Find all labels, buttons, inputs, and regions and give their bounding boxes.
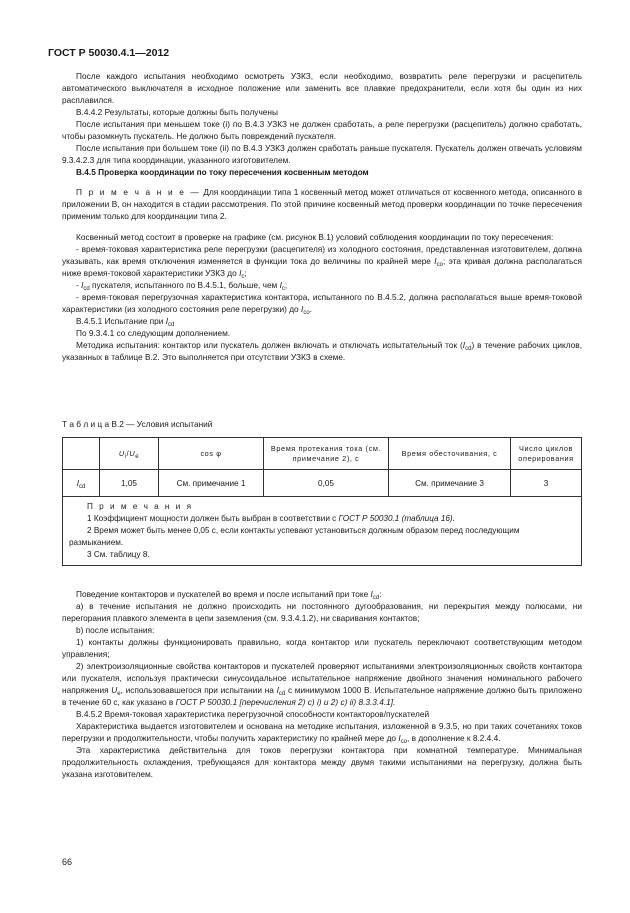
symbol-co-sub: co [400, 739, 408, 745]
symbol-u: U [118, 448, 125, 458]
symbol-icd: I [276, 685, 279, 695]
header-ratio: $U_i/U_e$ [100, 438, 159, 470]
page-number: 66 [62, 857, 73, 867]
test-method-paragraph [62, 339, 582, 363]
intro-block [62, 70, 582, 363]
note-2: 2 Время может быть менее 0,05 с, если контакты успевают установиться должным образом перед последующим размыканием. [69, 526, 520, 547]
section-heading-b45: В.4.5 Проверка координации по току пересечения косвенным методом [76, 167, 369, 177]
symbol-icd-sub: cd [372, 595, 380, 601]
lower-current-paragraph: После испытания при меньшем токе (i) по В.4.3 УЗКЗ не должен сработать, а реле перегрузки (расцепитель) должно сработать, чтобы разомкнуть пускатель. Не должно быть повреждений пускателя. [62, 119, 582, 141]
b2-text-a: 2) электроизоляционные свойства контакторов и пускателей проверяют испытаниями электроизоляционных свойств контактора или пускателя, используя практически синусоидальное испытательное напряжение двойного значения номинального рабочего напряжения [62, 661, 582, 695]
test-conditions-table [62, 437, 582, 566]
header-dead-time: Время обесточивания, с [389, 438, 511, 470]
symbol-icd-sub: cd [83, 286, 90, 292]
notes-label: П р и м е ч а н и я [87, 502, 194, 511]
b2-ref-detail: [перечисления 2) с) i) и 2) с) ii) 8.3.3.4.1]. [239, 697, 396, 707]
header-current-time: Время протекания тока (см. примечание 2), с [264, 438, 389, 470]
b452-text-b: , в дополнение к 8.2.4.4. [407, 733, 501, 743]
b2-ref: ГОСТ Р 50030.1 [175, 697, 238, 707]
s451-text: В.4.5.1 Испытание при [76, 316, 164, 326]
list-item-overload-characteristic: - время-токовая перегрузочная характеристика контактора, испытанного по В.4.5.2, должна располагаться выше время-токовой характеристики (из холодного состояния реле перегрузки) до $I_{co}$. [62, 292, 582, 316]
subsection-b451-text: По 9.3.4.1 со следующим дополнением. [76, 328, 231, 338]
item-b2 [62, 660, 582, 708]
method-paragraph: Косвенный метод состоит в проверке на графике (см. рисунок В.1) условий соблюдения координации по току пересечения: [76, 232, 554, 242]
behaviour-paragraph: Поведение контакторов и пускателей во время и после испытаний при токе $I_{cd}$: [76, 589, 382, 601]
symbol-icd-sub: cd [78, 483, 86, 490]
symbol-icd-sub: cd [168, 322, 175, 328]
symbol-ic: I [239, 268, 242, 278]
table-notes [63, 497, 582, 566]
item-a: а) в течение испытания не должно происходить ни постоянного дугообразования, ни перекрытия между полюсами, ни перегорания плавкого элемента в цепи заземления (см. 9.3.4.1.2), ни сваривания контактов; [62, 601, 582, 623]
row-time: 0,05 [264, 470, 389, 497]
b452-paragraph-2: Эта характеристика действительна для токов перегрузки контактора при комнатной температуре. Минимальная продолжительность охлаждения, требующаяся для контактора между двумя такими испытаниями на перегрузку, должна быть указана изготовителем. [62, 745, 582, 779]
symbol-co-sub: co [303, 310, 310, 316]
symbol-ic-sub: с [281, 286, 285, 292]
b2-text-b: , использовавшегося при испытании на [120, 685, 274, 695]
item-b1: 1) контакты должны функционировать правильно, когда контактор или пускатель переключают соответствующим методом управления; [62, 637, 582, 659]
header-cos: cos φ [159, 438, 264, 470]
behaviour-block [62, 588, 582, 780]
symbol-ic-sub: с [241, 274, 245, 280]
symbol-ic: I [301, 304, 304, 314]
b452-paragraph [62, 720, 582, 744]
header-empty-cell [63, 438, 100, 470]
symbol-icd: I [165, 316, 168, 326]
li3-text: - время-токовая перегрузочная характеристика контактора, испытанного по В.4.5.2, должна располагаться выше время-токовой характеристики (из холодного состояния реле перегрузки) до [62, 292, 582, 314]
header-cycles: Число циклов оперирования [511, 438, 582, 470]
symbol-ic: I [434, 256, 437, 266]
table-row [63, 470, 582, 497]
symbol-icd: I [370, 589, 373, 599]
symbol-icd-sub: cd [465, 346, 472, 352]
table-header-row [63, 438, 582, 470]
table-caption: Т а б л и ц а В.2 — Условия испытаний [62, 419, 213, 429]
symbol-icd: I [462, 340, 466, 350]
list-item-icd: - $I_{cd}$ пускателя, испытанного по В.4.5.1, больше, чем $I_с$; [76, 280, 288, 292]
b2-text-c: с минимумом 1000 В. Испытательное напряжение должно быть приложено в течение 60 с, как указано в [62, 685, 582, 707]
note-label: П р и м е ч а н и е — [76, 187, 201, 197]
symbol-co-sub: co [436, 262, 443, 268]
symbol-icd-sub: cd [278, 691, 286, 697]
b452-text-a: Характеристика выдается изготовителем и основана на методике испытания, изложенной в 9.3.5, но при таких сочетаниях токов перегрузки и продолжительности, чтобы получить характеристику по крайней мере до [62, 721, 582, 743]
symbol-ue-sub: e [135, 453, 140, 460]
note-1-text: 1 Коэффициент мощности должен быть выбран в соответствии с [87, 514, 337, 523]
higher-current-paragraph: После испытания при большем токе (ii) по В.4.3 УЗКЗ должен сработать раньше пускателя. Пускатель должен отвечать условиям 9.3.4.2.3 для типа координации, указанного изготовителем. [62, 143, 582, 165]
note-1 [69, 513, 575, 525]
table-notes-row [63, 497, 582, 566]
li1-text-b: ; эта кривая должна располагаться ниже время-токовой характеристики УЗКЗ до [62, 256, 582, 278]
symbol-u: U [111, 685, 118, 695]
symbol-icd: I [76, 478, 79, 488]
row-cycles: 3 [511, 470, 582, 497]
note-text: Для координации типа 1 косвенный метод может отличаться от косвенного метода, описанного в приложении В, он находится в стадии рассмотрения. По этой причине косвенный метод проверки координации по точке пересечения применим только для координации типа 2. [62, 187, 582, 221]
subsection-b452: В.4.5.2 Время-токовая характеристика перегрузочной способности контакторов/пускателей [76, 709, 430, 719]
row-ratio: 1,05 [100, 470, 159, 497]
intro-paragraph: После каждого испытания необходимо осмотреть УЗКЗ, если необходимо, возвратить реле перегрузки и расцепитель автоматического выключателя в исходное положение или заменить все плавкие предохранители, если хотя бы один из них расплавился. [62, 71, 582, 105]
behaviour-text: Поведение контакторов и пускателей во время и после испытаний при токе [76, 589, 369, 599]
row-dead-time: См. примечание 3 [389, 470, 511, 497]
results-heading: В.4.4.2 Результаты, которые должны быть получены [76, 107, 278, 117]
method-text-a: Методика испытания: контактор или пускатель должен включать и отключать испытательный ток ( [76, 340, 463, 350]
subsection-b451 [62, 315, 582, 327]
symbol-u: U [129, 448, 136, 458]
note-3: 3 См. таблицу 8. [87, 550, 150, 559]
symbol-icd: I [81, 280, 84, 290]
li1-text-a: - время-токовая характеристика реле перегрузки (расцепителя) из холодного состояния, представленная изготовителем, должна указывать, как время отключения изменяется в функции тока до величины по крайней мере [62, 244, 582, 266]
symbol-ui-sub: i [124, 453, 127, 460]
symbol-ic: I [398, 733, 401, 743]
li2-text: пускателя, испытанного по В.4.5.1, больше, чем [92, 280, 278, 290]
section-note [62, 186, 582, 222]
note-1-ref: ГОСТ Р 50030.1 (таблица 16). [338, 514, 455, 523]
row-cos: См. примечание 1 [159, 470, 264, 497]
row-current [63, 470, 100, 497]
document-header: ГОСТ Р 50030.4.1—2012 [48, 47, 170, 59]
symbol-ue-sub: e [117, 691, 121, 697]
item-b: b) после испытания: [76, 625, 155, 635]
symbol-ic: I [279, 280, 282, 290]
list-item-relay-characteristic: - время-токовая характеристика реле перегрузки (расцепителя) из холодного состояния, представленная изготовителем, должна указывать, как время отключения изменяется в функции тока до величины по крайней мере $I_{co}$; эта кривая должна располагаться ниже время-токовой характеристики УЗКЗ до $I_с$; [62, 244, 582, 280]
method-text-b: ) в течение рабочих циклов, указанных в таблице В.2. Это выполняется при отсутствии УЗКЗ в схеме. [62, 340, 582, 362]
